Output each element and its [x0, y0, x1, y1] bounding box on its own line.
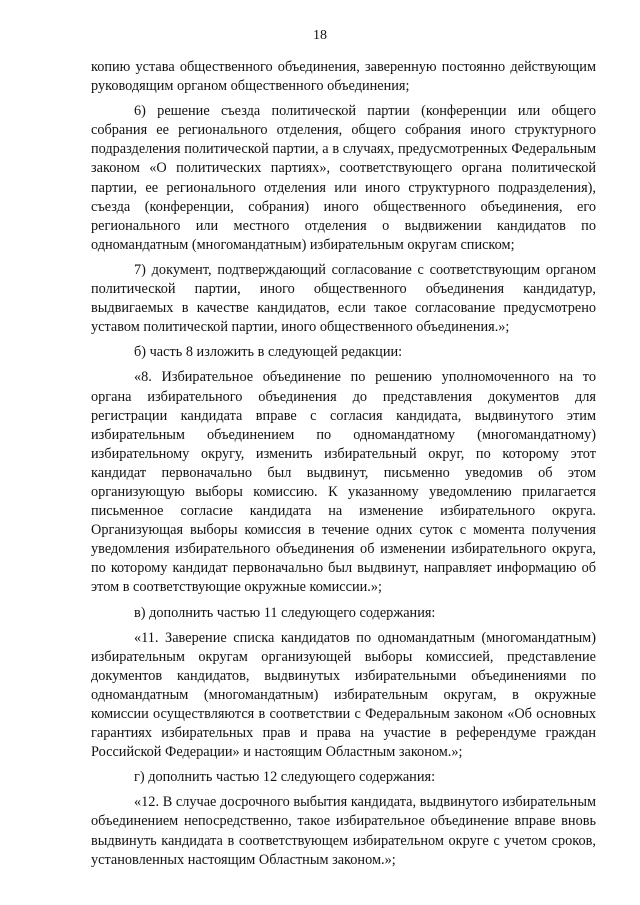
page-number: 18 [313, 28, 327, 43]
paragraph-part-8: «8. Избирательное объединение по решению уполномоченного на то органа избирательного объединения до представления документов для регистрации кандидата вправе с согласия кандидата, выдвинутого этим избирательным объединением по одномандатному (многомандатному) избирательному округу, изменить избирательный округ, по которому этот кандидат первоначально был выдвинут, письменно уведомив об этом организующую выборы комиссию. К указанному уведомлению прилагается письменное согласие кандидата на изменение избирательного округа. Организующая выборы комиссия в течение одних суток с момента получения уведомления избирательного объединения об изменении избирательного округа, по которому кандидат первоначально был выдвинут, направляет информацию об этом в соответствующие окружные комиссии.»; [91, 369, 596, 596]
document-body [91, 58, 596, 876]
paragraph-continuation: копию устава общественного объединения, заверенную постоянно действующим руководящим органом общественного объединения; [91, 59, 596, 95]
paragraph-part-12: «12. В случае досрочного выбытия кандидата, выдвинутого избирательным объединением непосредственно, такое избирательное объединение вправе вновь выдвинуть кандидата в соответствующем избирательном округе с учетом сроков, установленных настоящим Областным законом.»; [91, 794, 596, 868]
paragraph-amend-g: г) дополнить частью 12 следующего содержания: [134, 769, 436, 786]
paragraph-part-11: «11. Заверение списка кандидатов по одномандатным (многомандатным) избирательным округам организующей выборы комиссией, представление документов кандидатов, выдвинутых избирательными объединениями по одномандатным (многомандатным) избирательным округам, в окружные комиссии осуществляются в соответствии с Федеральным законом «Об основных гарантиях избирательных прав и права на участие в референдуме граждан Российской Федерации» и настоящим Областным законом.»; [91, 629, 596, 761]
paragraph-amend-b: б) часть 8 изложить в следующей редакции: [134, 344, 403, 361]
paragraph-amend-v: в) дополнить частью 11 следующего содержания: [134, 604, 436, 621]
paragraph-item-6: 6) решение съезда политической партии (конференции или общего собрания ее регионального отделения, общего собрания иного структурного подразделения политической партии, а в случаях, предусмотренных Федеральным законом «О политических партиях», соответствующего органа политической партии, ее регионального отделения или иного структурного подразделения), съезда (конференции, собрания) иного общественного объединения, его регионального или местного отделения о выдвижении кандидатов по одномандатным (многомандатным) избирательным округам списком; [91, 103, 596, 253]
paragraph-item-7: 7) документ, подтверждающий согласование с соответствующим органом политической партии, иного общественного объединения кандидатур, выдвигаемых в качестве кандидатов, если такое согласование предусмотрено уставом политической партии, иного общественного объединения.»; [91, 261, 596, 336]
